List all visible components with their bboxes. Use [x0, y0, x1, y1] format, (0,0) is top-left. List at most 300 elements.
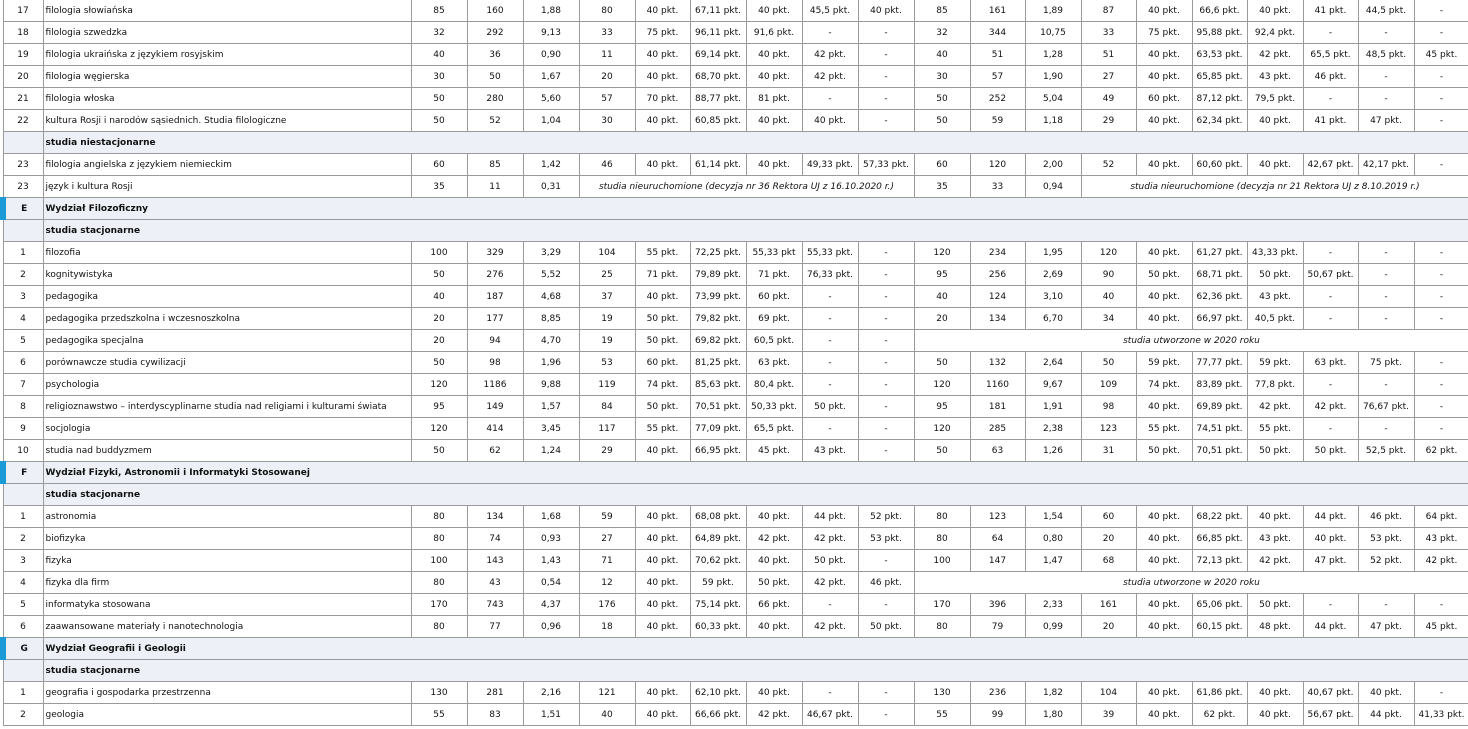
value-cell: 1,96: [523, 352, 579, 374]
value-cell: 1,28: [1025, 44, 1081, 66]
value-cell: 123: [1081, 418, 1136, 440]
value-cell: 143: [467, 550, 523, 572]
value-cell: 52,5 pkt.: [1358, 440, 1414, 462]
value-cell: -: [1414, 374, 1468, 396]
value-cell: 40 pkt.: [1136, 594, 1192, 616]
value-cell: 42 pkt.: [802, 528, 858, 550]
value-cell: 43 pkt.: [1247, 286, 1303, 308]
section-title: studia stacjonarne: [43, 660, 1468, 682]
value-cell: 80: [411, 528, 467, 550]
value-cell: -: [802, 418, 858, 440]
value-cell: 95,88 pkt.: [1192, 22, 1247, 44]
value-cell: 187: [467, 286, 523, 308]
row-number: 8: [3, 396, 43, 418]
value-cell: 71 pkt.: [635, 264, 690, 286]
value-cell: 42,67 pkt.: [1303, 154, 1358, 176]
table-row: [3, 682, 1468, 704]
value-cell: -: [858, 374, 914, 396]
program-name: zaawansowane materiały i nanotechnologia: [43, 616, 411, 638]
value-cell: 73,99 pkt.: [690, 286, 746, 308]
value-cell: 236: [970, 682, 1025, 704]
program-name: filologia węgierska: [43, 66, 411, 88]
value-cell: 40 pkt.: [1136, 308, 1192, 330]
value-cell: 170: [914, 594, 970, 616]
value-cell: 68,70 pkt.: [690, 66, 746, 88]
value-cell: 45 pkt.: [1414, 616, 1468, 638]
value-cell: -: [858, 88, 914, 110]
value-cell: 42 pkt.: [1414, 550, 1468, 572]
value-cell: 134: [467, 506, 523, 528]
value-cell: -: [1358, 308, 1414, 330]
value-cell: 40 pkt.: [746, 616, 802, 638]
value-cell: -: [1414, 264, 1468, 286]
value-cell: 40 pkt.: [1136, 44, 1192, 66]
value-cell: 181: [970, 396, 1025, 418]
value-cell: 63 pkt.: [1303, 352, 1358, 374]
value-cell: 1,47: [1025, 550, 1081, 572]
value-cell: 66,85 pkt.: [1192, 528, 1247, 550]
table-row: [3, 110, 1468, 132]
value-cell: 30: [914, 66, 970, 88]
value-cell: 40: [914, 286, 970, 308]
value-cell: 46 pkt.: [1303, 66, 1358, 88]
value-cell: -: [1303, 374, 1358, 396]
row-number: 18: [3, 22, 43, 44]
value-cell: 61,86 pkt.: [1192, 682, 1247, 704]
value-cell: 285: [970, 418, 1025, 440]
value-cell: -: [858, 704, 914, 726]
value-cell: 43 pkt.: [1247, 528, 1303, 550]
value-cell: 52 pkt.: [1358, 550, 1414, 572]
value-cell: 11: [579, 44, 635, 66]
value-cell: 60,15 pkt.: [1192, 616, 1247, 638]
value-cell: 64: [970, 528, 1025, 550]
value-cell: 252: [970, 88, 1025, 110]
value-cell: 55,33 pkt.: [802, 242, 858, 264]
value-cell: 42 pkt.: [746, 528, 802, 550]
value-cell: 69 pkt.: [746, 308, 802, 330]
program-name: filologia ukraińska z językiem rosyjskim: [43, 44, 411, 66]
value-cell: 40 pkt.: [635, 704, 690, 726]
status-note: studia utworzone w 2020 roku: [914, 330, 1468, 352]
value-cell: 40 pkt.: [635, 440, 690, 462]
value-cell: 87,12 pkt.: [1192, 88, 1247, 110]
value-cell: 61,14 pkt.: [690, 154, 746, 176]
value-cell: 45 pkt.: [1414, 44, 1468, 66]
value-cell: 0,93: [523, 528, 579, 550]
value-cell: -: [1414, 352, 1468, 374]
program-name: filologia słowiańska: [43, 0, 411, 22]
table-row: [3, 594, 1468, 616]
value-cell: 43,33 pkt.: [1247, 242, 1303, 264]
value-cell: 11: [467, 176, 523, 198]
value-cell: 132: [970, 352, 1025, 374]
value-cell: 40 pkt.: [1136, 682, 1192, 704]
row-number: 22: [3, 110, 43, 132]
value-cell: 5,52: [523, 264, 579, 286]
row-number: 6: [3, 352, 43, 374]
value-cell: 53: [579, 352, 635, 374]
value-cell: 43 pkt.: [802, 440, 858, 462]
value-cell: 32: [411, 22, 467, 44]
value-cell: 52: [467, 110, 523, 132]
value-cell: -: [1358, 242, 1414, 264]
value-cell: 1,80: [1025, 704, 1081, 726]
value-cell: 50: [411, 88, 467, 110]
status-note: studia nieuruchomione (decyzja nr 36 Rektora UJ z 16.10.2020 r.): [579, 176, 914, 198]
row-number: 21: [3, 88, 43, 110]
value-cell: -: [1303, 286, 1358, 308]
program-name: biofizyka: [43, 528, 411, 550]
value-cell: -: [1303, 22, 1358, 44]
value-cell: 0,99: [1025, 616, 1081, 638]
row-number: 17: [3, 0, 43, 22]
value-cell: -: [858, 286, 914, 308]
value-cell: 256: [970, 264, 1025, 286]
section-spacer: [3, 484, 43, 506]
value-cell: 50: [914, 440, 970, 462]
value-cell: -: [802, 308, 858, 330]
value-cell: 10,75: [1025, 22, 1081, 44]
row-number: 23: [3, 154, 43, 176]
value-cell: 94: [467, 330, 523, 352]
value-cell: 95: [411, 396, 467, 418]
table-row: [3, 704, 1468, 726]
value-cell: 1,95: [1025, 242, 1081, 264]
value-cell: 75,14 pkt.: [690, 594, 746, 616]
value-cell: 80: [411, 572, 467, 594]
table-row: [3, 528, 1468, 550]
value-cell: -: [858, 308, 914, 330]
value-cell: 40 pkt.: [635, 682, 690, 704]
value-cell: 56,67 pkt.: [1303, 704, 1358, 726]
value-cell: 63 pkt.: [746, 352, 802, 374]
value-cell: 40 pkt.: [1136, 528, 1192, 550]
value-cell: 85,63 pkt.: [690, 374, 746, 396]
value-cell: 40 pkt.: [746, 110, 802, 132]
value-cell: 234: [970, 242, 1025, 264]
value-cell: 51: [1081, 44, 1136, 66]
value-cell: -: [858, 352, 914, 374]
value-cell: 130: [914, 682, 970, 704]
value-cell: 40: [411, 44, 467, 66]
value-cell: 50 pkt.: [1247, 594, 1303, 616]
program-name: astronomia: [43, 506, 411, 528]
value-cell: 2,69: [1025, 264, 1081, 286]
value-cell: 40 pkt.: [858, 0, 914, 22]
value-cell: 75 pkt.: [1358, 352, 1414, 374]
value-cell: 117: [579, 418, 635, 440]
value-cell: 124: [970, 286, 1025, 308]
value-cell: 42 pkt.: [802, 572, 858, 594]
value-cell: 42 pkt.: [1247, 396, 1303, 418]
value-cell: 85: [914, 0, 970, 22]
value-cell: -: [1414, 682, 1468, 704]
value-cell: 64 pkt.: [1414, 506, 1468, 528]
value-cell: 121: [579, 682, 635, 704]
value-cell: -: [858, 550, 914, 572]
value-cell: 292: [467, 22, 523, 44]
value-cell: 59: [970, 110, 1025, 132]
value-cell: -: [802, 352, 858, 374]
value-cell: 27: [579, 528, 635, 550]
value-cell: 88,77 pkt.: [690, 88, 746, 110]
value-cell: 32: [914, 22, 970, 44]
value-cell: 62: [467, 440, 523, 462]
value-cell: 50 pkt.: [635, 308, 690, 330]
value-cell: 9,88: [523, 374, 579, 396]
value-cell: 55 pkt.: [1247, 418, 1303, 440]
row-number: 1: [3, 506, 43, 528]
table-body: [3, 0, 1468, 726]
value-cell: 50 pkt.: [1247, 440, 1303, 462]
value-cell: 120: [970, 154, 1025, 176]
value-cell: 66,66 pkt.: [690, 704, 746, 726]
value-cell: 47 pkt.: [1303, 550, 1358, 572]
program-name: porównawcze studia cywilizacji: [43, 352, 411, 374]
section-row: [3, 484, 1468, 506]
value-cell: 344: [970, 22, 1025, 44]
value-cell: 40 pkt.: [1247, 682, 1303, 704]
value-cell: 134: [970, 308, 1025, 330]
table-row: [3, 154, 1468, 176]
value-cell: 1,88: [523, 0, 579, 22]
value-cell: 77,8 pkt.: [1247, 374, 1303, 396]
value-cell: 95: [914, 396, 970, 418]
value-cell: 75 pkt.: [1136, 22, 1192, 44]
section-title: studia niestacjonarne: [43, 132, 1468, 154]
value-cell: 40 pkt.: [635, 66, 690, 88]
section-spacer: [3, 660, 43, 682]
value-cell: 72,13 pkt.: [1192, 550, 1247, 572]
program-name: język i kultura Rosji: [43, 176, 411, 198]
value-cell: 40 pkt.: [1303, 528, 1358, 550]
value-cell: -: [858, 440, 914, 462]
value-cell: -: [802, 374, 858, 396]
value-cell: -: [1358, 264, 1414, 286]
value-cell: 40 pkt.: [1247, 110, 1303, 132]
value-cell: 18: [579, 616, 635, 638]
value-cell: 276: [467, 264, 523, 286]
row-number: 7: [3, 374, 43, 396]
value-cell: -: [802, 682, 858, 704]
value-cell: 20: [579, 66, 635, 88]
value-cell: 29: [579, 440, 635, 462]
value-cell: 69,89 pkt.: [1192, 396, 1247, 418]
value-cell: 40 pkt.: [746, 550, 802, 572]
value-cell: -: [1414, 594, 1468, 616]
program-name: socjologia: [43, 418, 411, 440]
value-cell: 30: [411, 66, 467, 88]
value-cell: 72,25 pkt.: [690, 242, 746, 264]
program-name: pedagogika specjalna: [43, 330, 411, 352]
value-cell: 35: [411, 176, 467, 198]
value-cell: 84: [579, 396, 635, 418]
value-cell: 98: [1081, 396, 1136, 418]
value-cell: 60 pkt.: [746, 286, 802, 308]
value-cell: 80: [411, 616, 467, 638]
value-cell: 40 pkt.: [1136, 616, 1192, 638]
faculty-letter: E: [3, 198, 43, 220]
value-cell: 40 pkt.: [635, 594, 690, 616]
value-cell: 96,11 pkt.: [690, 22, 746, 44]
value-cell: 5,04: [1025, 88, 1081, 110]
value-cell: 50 pkt.: [802, 396, 858, 418]
value-cell: -: [1358, 594, 1414, 616]
value-cell: 2,33: [1025, 594, 1081, 616]
value-cell: 60: [1081, 506, 1136, 528]
value-cell: 67,11 pkt.: [690, 0, 746, 22]
value-cell: 20: [411, 308, 467, 330]
value-cell: 1,54: [1025, 506, 1081, 528]
faculty-row: [3, 198, 1468, 220]
program-name: pedagogika przedszkolna i wczesnoszkolna: [43, 308, 411, 330]
value-cell: -: [1414, 88, 1468, 110]
table-row: [3, 330, 1468, 352]
value-cell: 64,89 pkt.: [690, 528, 746, 550]
value-cell: -: [1303, 88, 1358, 110]
value-cell: 104: [579, 242, 635, 264]
value-cell: -: [1414, 286, 1468, 308]
value-cell: 2,16: [523, 682, 579, 704]
value-cell: 68,22 pkt.: [1192, 506, 1247, 528]
value-cell: -: [1414, 154, 1468, 176]
value-cell: 57,33 pkt.: [858, 154, 914, 176]
value-cell: 1,82: [1025, 682, 1081, 704]
value-cell: -: [1414, 242, 1468, 264]
value-cell: 70 pkt.: [635, 88, 690, 110]
value-cell: 40,67 pkt.: [1303, 682, 1358, 704]
value-cell: 45 pkt.: [746, 440, 802, 462]
value-cell: 75 pkt.: [635, 22, 690, 44]
value-cell: 43 pkt.: [1414, 528, 1468, 550]
value-cell: 71 pkt.: [746, 264, 802, 286]
value-cell: -: [858, 594, 914, 616]
section-row: [3, 660, 1468, 682]
value-cell: 65,85 pkt.: [1192, 66, 1247, 88]
row-number: 6: [3, 616, 43, 638]
program-name: geologia: [43, 704, 411, 726]
value-cell: 20: [914, 308, 970, 330]
value-cell: 43: [467, 572, 523, 594]
value-cell: -: [1414, 396, 1468, 418]
value-cell: 76,33 pkt.: [802, 264, 858, 286]
value-cell: 50 pkt.: [635, 330, 690, 352]
value-cell: 83: [467, 704, 523, 726]
value-cell: 80: [411, 506, 467, 528]
value-cell: 74 pkt.: [635, 374, 690, 396]
value-cell: 40 pkt.: [635, 506, 690, 528]
row-number: 19: [3, 44, 43, 66]
value-cell: 65,5 pkt.: [746, 418, 802, 440]
faculty-letter: F: [3, 462, 43, 484]
status-note: studia utworzone w 2020 roku: [914, 572, 1468, 594]
value-cell: 40 pkt.: [746, 44, 802, 66]
value-cell: -: [1358, 66, 1414, 88]
value-cell: 2,00: [1025, 154, 1081, 176]
value-cell: -: [1414, 110, 1468, 132]
value-cell: 68,71 pkt.: [1192, 264, 1247, 286]
table-row: [3, 506, 1468, 528]
value-cell: 1,43: [523, 550, 579, 572]
value-cell: 50 pkt.: [1136, 440, 1192, 462]
value-cell: 50 pkt.: [858, 616, 914, 638]
value-cell: 60,85 pkt.: [690, 110, 746, 132]
value-cell: 50 pkt.: [635, 396, 690, 418]
value-cell: 66,95 pkt.: [690, 440, 746, 462]
value-cell: 43 pkt.: [1247, 66, 1303, 88]
value-cell: 50: [467, 66, 523, 88]
value-cell: 59 pkt.: [1136, 352, 1192, 374]
value-cell: 1,24: [523, 440, 579, 462]
value-cell: 1,04: [523, 110, 579, 132]
value-cell: 71: [579, 550, 635, 572]
table-row: [3, 0, 1468, 22]
value-cell: 62,36 pkt.: [1192, 286, 1247, 308]
value-cell: 92,4 pkt.: [1247, 22, 1303, 44]
value-cell: 99: [970, 704, 1025, 726]
value-cell: 0,90: [523, 44, 579, 66]
value-cell: 68: [1081, 550, 1136, 572]
table-row: [3, 22, 1468, 44]
value-cell: 100: [411, 550, 467, 572]
value-cell: -: [1358, 22, 1414, 44]
value-cell: 40 pkt.: [746, 0, 802, 22]
value-cell: 25: [579, 264, 635, 286]
table-row: [3, 88, 1468, 110]
value-cell: 70,51 pkt.: [1192, 440, 1247, 462]
value-cell: 50 pkt.: [1303, 440, 1358, 462]
value-cell: 6,70: [1025, 308, 1081, 330]
row-number: 9: [3, 418, 43, 440]
section-row: [3, 220, 1468, 242]
value-cell: 4,68: [523, 286, 579, 308]
row-number: 10: [3, 440, 43, 462]
value-cell: 40 pkt.: [1136, 154, 1192, 176]
value-cell: 87: [1081, 0, 1136, 22]
value-cell: 0,96: [523, 616, 579, 638]
value-cell: 63,53 pkt.: [1192, 44, 1247, 66]
program-name: filologia szwedzka: [43, 22, 411, 44]
value-cell: 40 pkt.: [1136, 286, 1192, 308]
value-cell: 49: [1081, 88, 1136, 110]
value-cell: 42 pkt.: [1247, 44, 1303, 66]
table-row: [3, 66, 1468, 88]
value-cell: 109: [1081, 374, 1136, 396]
value-cell: 161: [970, 0, 1025, 22]
value-cell: 46 pkt.: [858, 572, 914, 594]
row-number: 1: [3, 682, 43, 704]
value-cell: 1,67: [523, 66, 579, 88]
faculty-title: Wydział Geografii i Geologii: [43, 638, 1468, 660]
value-cell: 4,37: [523, 594, 579, 616]
value-cell: 60,60 pkt.: [1192, 154, 1247, 176]
value-cell: 80: [914, 528, 970, 550]
value-cell: 12: [579, 572, 635, 594]
value-cell: 70,62 pkt.: [690, 550, 746, 572]
program-name: informatyka stosowana: [43, 594, 411, 616]
value-cell: 743: [467, 594, 523, 616]
value-cell: 40 pkt.: [635, 0, 690, 22]
value-cell: 42 pkt.: [802, 616, 858, 638]
value-cell: 27: [1081, 66, 1136, 88]
value-cell: 50: [411, 440, 467, 462]
value-cell: 40 pkt.: [1247, 0, 1303, 22]
value-cell: 34: [1081, 308, 1136, 330]
value-cell: -: [858, 682, 914, 704]
value-cell: 33: [579, 22, 635, 44]
value-cell: -: [802, 594, 858, 616]
